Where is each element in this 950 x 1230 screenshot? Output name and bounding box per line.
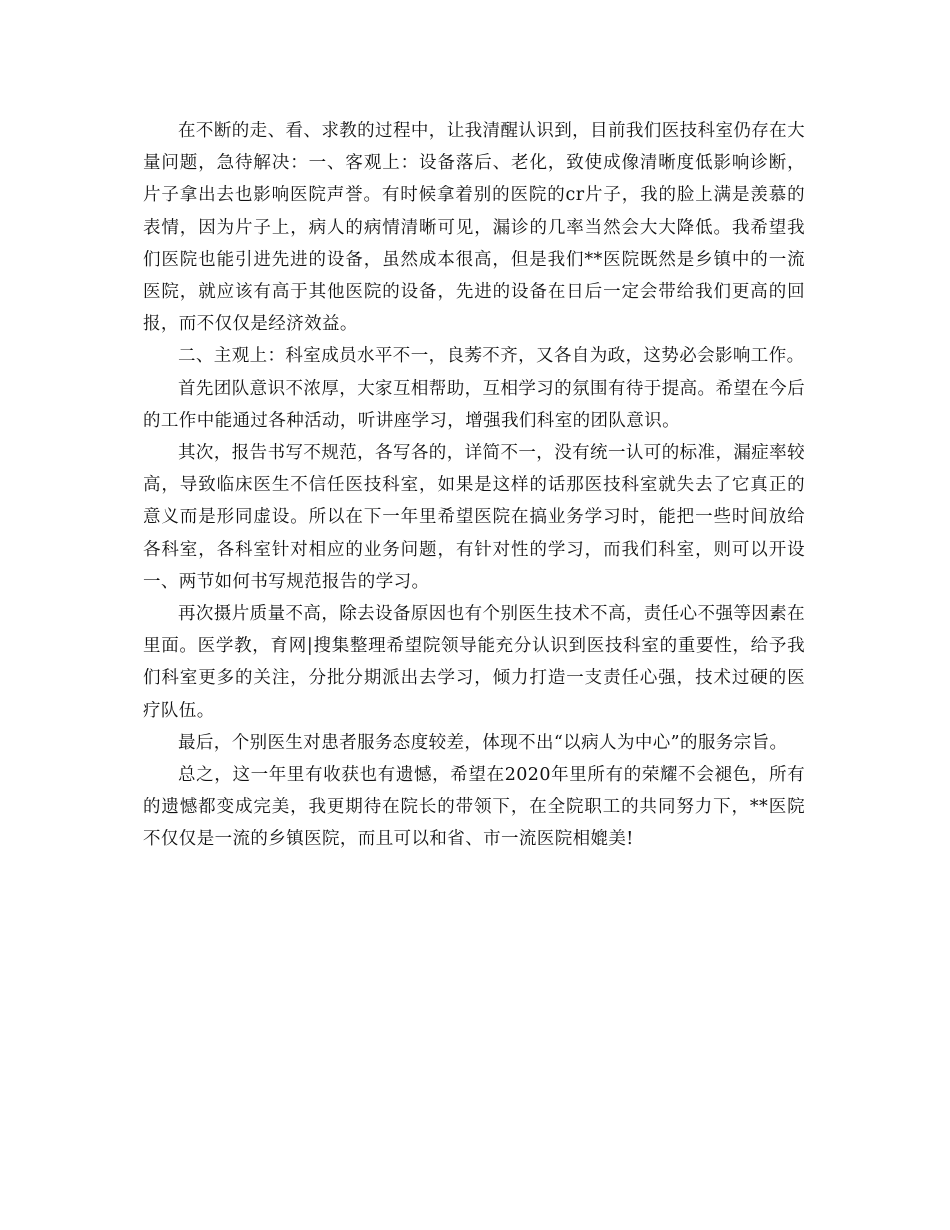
paragraph-conclusion: 总之，这一年里有收获也有遗憾，希望在2020年里所有的荣耀不会褪色，所有的遗憾都变成完美，我更期待在院长的带领下，在全院职工的共同努力下，**医院不仅仅是一流的乡镇医院，而且可以和省、市一流医院相媲美!: [143, 765, 805, 850]
paragraph-report-writing: 其次，报告书写不规范，各写各的，详简不一，没有统一认可的标准，漏症率较高，导致临床医生不信任医技科室，如果是这样的话那医技科室就失去了它真正的意义而是形同虚设。所以在下一年里希望医院在搞业务学习时，能把一些时间放给各科室，各科室针对相应的业务问题，有针对性的学习，而我们科室，则可以开设一、两节如何书写规范报告的学习。: [143, 443, 805, 592]
paragraph-equipment-problems: 在不断的走、看、求教的过程中，让我清醒认识到，目前我们医技科室仍存在大量问题，急待解决：一、客观上：设备落后、老化，致使成像清晰度低影响诊断，片子拿出去也影响医院声誉。有时候拿着别的医院的cr片子，我的脸上满是羡慕的表情，因为片子上，病人的病情清晰可见，漏诊的几率当然会大大降低。我希望我们医院也能引进先进的设备，虽然成本很高，但是我们**医院既然是乡镇中的一流医院，就应该有高于其他医院的设备，先进的设备在日后一定会带给我们更高的回报，而不仅仅是经济效益。: [143, 121, 805, 335]
paragraph-service-attitude: 最后，个别医生对患者服务态度较差，体现不出“以病人为中心”的服务宗旨。: [178, 732, 788, 753]
paragraph-subjective-problems: 二、主观上：科室成员水平不一，良莠不齐，又各自为政，这势必会影响工作。: [178, 346, 805, 367]
paragraph-film-quality: 再次摄片质量不高，除去设备原因也有个别医生技术不高，责任心不强等因素在里面。医学教，育网|搜集整理希望院领导能充分认识到医技科室的重要性，给予我们科室更多的关注，分批分期派出去学习，倾力打造一支责任心强，技术过硬的医疗队伍。: [143, 604, 805, 721]
paragraph-team-awareness: 首先团队意识不浓厚，大家互相帮助，互相学习的氛围有待于提高。希望在今后的工作中能通过各种活动，听讲座学习，增强我们科室的团队意识。: [143, 378, 805, 431]
document-body: [143, 115, 805, 856]
